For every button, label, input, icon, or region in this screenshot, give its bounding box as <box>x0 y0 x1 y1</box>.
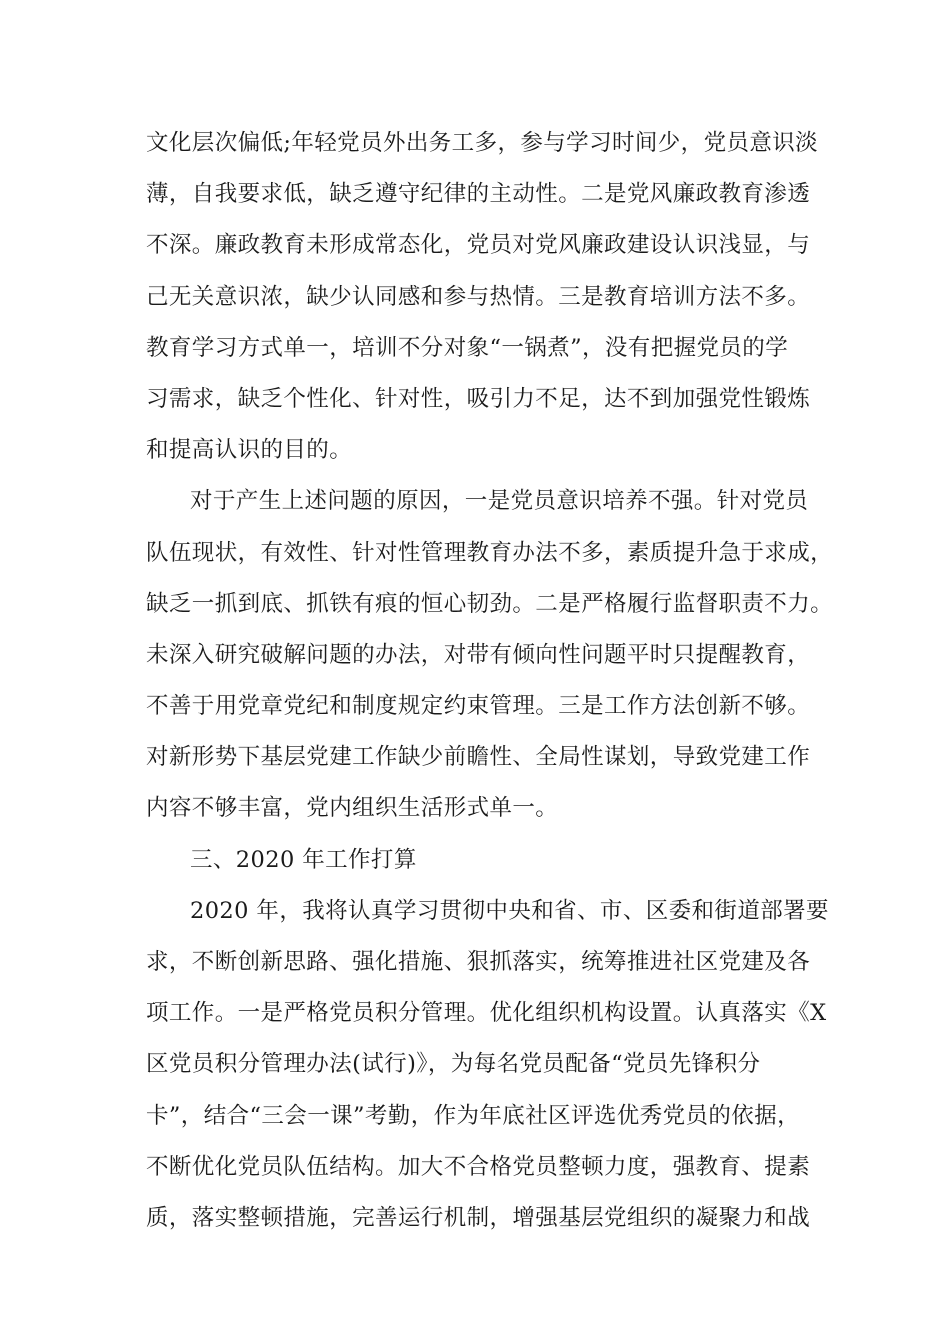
body-line: 习需求，缺乏个性化、针对性，吸引力不足，达不到加强党性锻炼 <box>146 385 811 412</box>
body-line: 项工作。一是严格党员积分管理。优化组织机构设置。认真落实《X <box>146 1000 827 1027</box>
body-line: 区党员积分管理办法(试行)》，为每名党员配备“党员先锋积分 <box>146 1051 761 1078</box>
body-line: 队伍现状，有效性、针对性管理教育办法不多，素质提升急于求成， <box>146 539 834 566</box>
body-line: 未深入研究破解问题的办法，对带有倾向性问题平时只提醒教育， <box>146 641 811 668</box>
body-line: 薄，自我要求低，缺乏遵守纪律的主动性。二是党风廉政教育渗透 <box>146 181 811 208</box>
body-line: 不善于用党章党纪和制度规定约束管理。三是工作方法创新不够。 <box>146 693 811 720</box>
body-line: 不断优化党员队伍结构。加大不合格党员整顿力度，强教育、提素 <box>146 1153 811 1180</box>
paragraph-first-line: 对于产生上述问题的原因，一是党员意识培养不强。针对党员 <box>190 488 809 515</box>
body-line: 不深。廉政教育未形成常态化，党员对党风廉政建设认识浅显，与 <box>146 232 811 259</box>
body-line: 对新形势下基层党建工作缺少前瞻性、全局性谋划，导致党建工作 <box>146 744 811 771</box>
body-line: 教育学习方式单一，培训不分对象“一锅煮”，没有把握党员的学 <box>146 334 789 361</box>
body-line: 己无关意识浓，缺少认同感和参与热情。三是教育培训方法不多。 <box>146 283 811 310</box>
body-line: 和提高认识的目的。 <box>146 437 353 464</box>
body-line: 求，不断创新思路、强化措施、狠抓落实，统筹推进社区党建及各 <box>146 949 811 975</box>
paragraph-first-line: 2020 年，我将认真学习贯彻中央和省、市、区委和街道部署要 <box>190 897 829 924</box>
section-heading: 三、2020 年工作打算 <box>190 846 417 873</box>
body-line: 质，落实整顿措施，完善运行机制，增强基层党组织的凝聚力和战 <box>146 1204 811 1231</box>
body-line: 内容不够丰富，党内组织生活形式单一。 <box>146 795 559 822</box>
body-line: 卡”，结合“三会一课”考勤，作为年底社区评选优秀党员的依据， <box>146 1102 801 1129</box>
body-line: 文化层次偏低;年轻党员外出务工多，参与学习时间少，党员意识淡 <box>146 130 819 156</box>
body-line: 缺乏一抓到底、抓铁有痕的恒心韧劲。二是严格履行监督职责不力。 <box>146 590 834 617</box>
document-body <box>146 118 834 1244</box>
